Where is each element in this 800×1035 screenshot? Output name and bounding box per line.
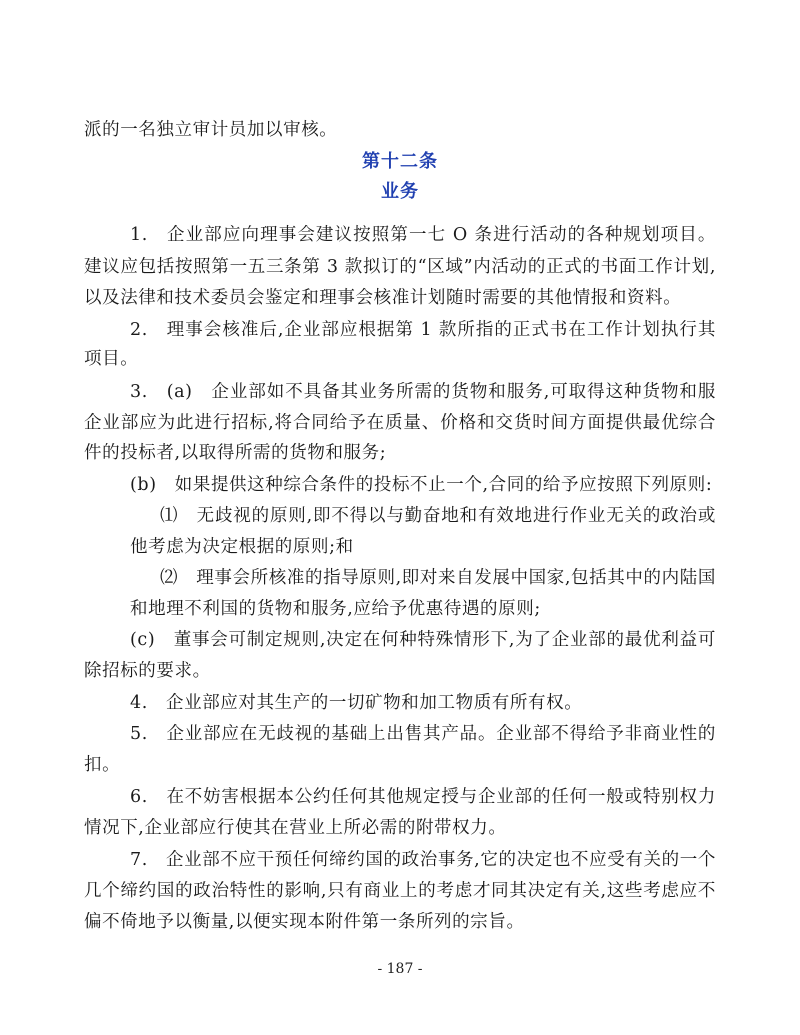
text-line: 派的一名独立审计员加以审核。 <box>84 120 338 140</box>
text-line: 5. 企业部应在无歧视的基础上出售其产品。企业部不得给予非商业性的 <box>130 724 716 744</box>
text-line: 6. 在不妨害根据本公约任何其他规定授与企业部的任何一般或特别权力 <box>130 787 716 807</box>
text-line: 他考虑为决定根据的原则;和 <box>130 537 354 557</box>
text-line: 件的投标者,以取得所需的货物和服务; <box>84 443 387 463</box>
text-line: 偏不倚地予以衡量,以便实现本附件第一条所列的宗旨。 <box>84 912 525 932</box>
text-line: 项目。 <box>84 349 139 369</box>
text-line: (b) 如果提供这种综合条件的投标不止一个,合同的给予应按照下列原则: <box>130 475 713 495</box>
text-line: 3. (a) 企业部如不具备其业务所需的货物和服务,可取得这种货物和服 <box>130 382 716 402</box>
text-line: 以及法律和技术委员会鉴定和理事会核准计划随时需要的其他情报和资料。 <box>84 288 682 308</box>
text-line: ⑴ 无歧视的原则,即不得以与勤奋地和有效地进行作业无关的政治或 <box>160 506 716 526</box>
text-line: 除招标的要求。 <box>84 661 211 681</box>
text-line: (c) 董事会可制定规则,决定在何种特殊情形下,为了企业部的最优利益可 <box>130 630 716 650</box>
text-line: 1. 企业部应向理事会建议按照第一七 O 条进行活动的各种规划项目。 <box>130 225 716 245</box>
text-line: 建议应包括按照第一五三条第 3 款拟订的“区域”内活动的正式的书面工作计划, <box>84 257 716 277</box>
text-line: 企业部应为此进行招标,将合同给予在质量、价格和交货时间方面提供最优综合 <box>84 413 716 433</box>
text-line: 7. 企业部不应干预任何缔约国的政治事务,它的决定也不应受有关的一个 <box>130 850 716 870</box>
text-line: 2. 理事会核准后,企业部应根据第 1 款所指的正式书在工作计划执行其 <box>130 320 716 340</box>
text-line: 情况下,企业部应行使其在营业上所必需的附带权力。 <box>84 818 507 838</box>
article-title: 业务 <box>381 181 419 202</box>
text-line: 和地理不利国的货物和服务,应给予优惠待遇的原则; <box>130 599 541 619</box>
text-line: 4. 企业部应对其生产的一切矿物和加工物质有所有权。 <box>130 693 583 713</box>
page-number: - 187 - <box>377 961 423 977</box>
text-line: ⑵ 理事会所核准的指导原则,即对来自发展中国家,包括其中的内陆国 <box>160 568 716 588</box>
text-line: 几个缔约国的政治特性的影响,只有商业上的考虑才同其决定有关,这些考虑应不 <box>84 881 716 901</box>
text-line: 扣。 <box>84 755 121 775</box>
article-number: 第十二条 <box>362 151 438 172</box>
